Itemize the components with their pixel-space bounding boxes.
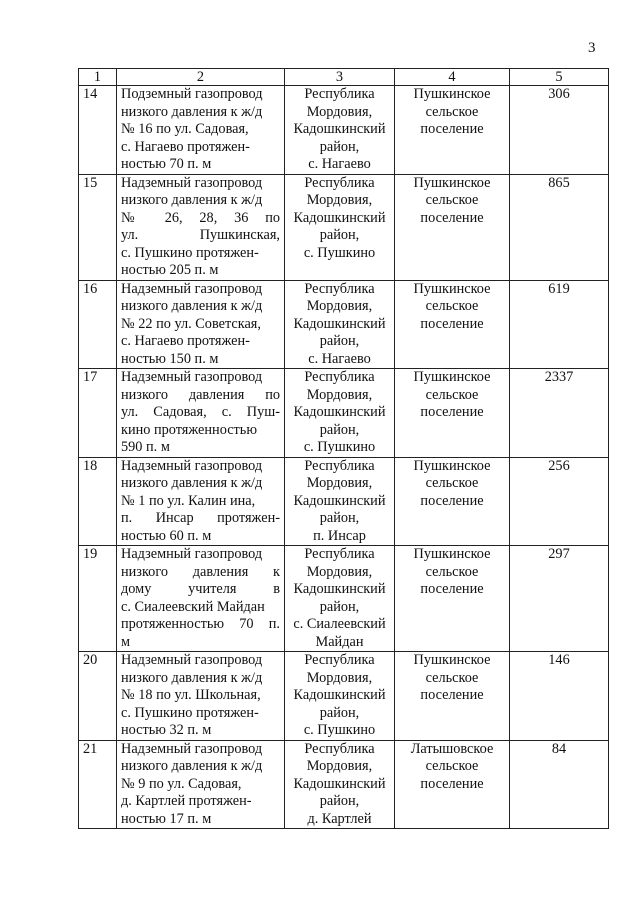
location-line: район, [319, 138, 360, 155]
settlement [395, 740, 510, 829]
description-line: № 18 по ул. Школьная, [121, 687, 261, 703]
location-line: Кадошкинский [293, 404, 386, 420]
location-line: Республика [304, 174, 375, 191]
description-line: Надземный газопровод [121, 457, 263, 474]
location-line: Кадошкинский [293, 687, 386, 703]
object-location [285, 652, 395, 741]
table-body [79, 86, 609, 829]
settlement-line: поселение [420, 687, 484, 703]
settlement-line: Латышовское [410, 740, 494, 757]
object-value: 2337 [510, 369, 609, 458]
location-line: район, [319, 510, 360, 526]
description-line: ностью 70 п. м [121, 156, 212, 172]
settlement-line: сельское [425, 386, 479, 403]
settlement-line: поселение [420, 315, 484, 332]
object-description [117, 86, 285, 175]
settlement [395, 457, 510, 546]
location-line: Мордовия, [306, 669, 373, 686]
location-line: Республика [304, 280, 375, 297]
row-number: 20 [79, 652, 117, 741]
table-row [79, 369, 609, 458]
description-line: ностью 150 п. м [121, 350, 219, 367]
row-number: 16 [79, 280, 117, 369]
object-location [285, 546, 395, 652]
settlement [395, 546, 510, 652]
description-line: Надземный газопровод [121, 369, 263, 385]
location-line: Майдан [315, 633, 364, 650]
location-line: район, [319, 598, 360, 615]
settlement-line: сельское [425, 669, 479, 686]
description-line: Надземный газопровод [121, 280, 263, 297]
settlement-line: поселение [420, 581, 484, 597]
location-line: Мордовия, [306, 103, 373, 120]
description-line: ностью 205 п. м [121, 262, 219, 278]
object-description [117, 546, 285, 652]
location-line: Кадошкинский [293, 121, 386, 137]
description-line: № 9 по ул. Садовая, [121, 775, 242, 792]
header-col-3: 3 [285, 69, 395, 86]
table-row [79, 280, 609, 369]
location-line: Республика [304, 740, 375, 757]
location-line: Кадошкинский [293, 209, 386, 226]
location-line: Мордовия, [306, 192, 373, 208]
settlement-line: Пушкинское [413, 174, 491, 191]
header-col-1: 1 [79, 69, 117, 86]
description-line: д. Картлей протяжен- [121, 793, 252, 809]
description-line: с. Сиалеевский Майдан [121, 598, 265, 615]
location-line: Кадошкинский [293, 581, 386, 597]
description-line: низкого давления к ж/д [121, 103, 263, 120]
location-line: Республика [304, 546, 375, 562]
location-line: д. Картлей [307, 810, 372, 827]
description-line: м [121, 633, 131, 650]
object-description [117, 740, 285, 829]
description-line: ностью 60 п. м [121, 527, 212, 544]
description-line: № 26, 28, 36 по [121, 209, 280, 226]
settlement-line: сельское [425, 103, 479, 120]
description-line: с. Пушкино протяжен- [121, 244, 259, 261]
description-line: низкого давления к ж/д [121, 192, 263, 208]
table-row [79, 546, 609, 652]
table-row [79, 457, 609, 546]
location-line: Республика [304, 369, 375, 385]
header-col-2: 2 [117, 69, 285, 86]
description-line: ул. Садовая, с. Пуш- [121, 404, 280, 420]
table-row [79, 652, 609, 741]
settlement [395, 280, 510, 369]
header-row [79, 69, 609, 86]
row-number: 17 [79, 369, 117, 458]
settlement [395, 652, 510, 741]
settlement [395, 174, 510, 280]
description-line: 590 п. м [121, 439, 170, 455]
header-col-4: 4 [395, 69, 510, 86]
row-number: 18 [79, 457, 117, 546]
row-number: 21 [79, 740, 117, 829]
description-line: ул. Пушкинская, [121, 227, 280, 243]
settlement-line: сельское [425, 563, 479, 580]
description-line: кино протяженностью [121, 421, 258, 438]
settlement-line: сельское [425, 758, 479, 774]
description-line: низкого давления к [121, 563, 280, 580]
description-line: Надземный газопровод [121, 652, 263, 668]
object-location [285, 457, 395, 546]
object-description [117, 457, 285, 546]
location-line: Республика [304, 652, 375, 668]
table-row [79, 174, 609, 280]
location-line: с. Сиалеевский [293, 616, 386, 632]
settlement-line: Пушкинское [413, 652, 491, 668]
row-number: 14 [79, 86, 117, 175]
description-line: ностью 17 п. м [121, 810, 212, 827]
description-line: низкого давления к ж/д [121, 475, 263, 491]
object-value: 84 [510, 740, 609, 829]
object-description [117, 174, 285, 280]
settlement-line: Пушкинское [413, 369, 491, 385]
page-number: 3 [588, 40, 596, 56]
description-line: с. Пушкино протяжен- [121, 704, 259, 721]
settlement-line: Пушкинское [413, 546, 491, 562]
description-line: дому учителя в [121, 581, 280, 597]
description-line: низкого давления к ж/д [121, 758, 263, 774]
description-line: № 16 по ул. Садовая, [121, 121, 249, 137]
gas-pipeline-table [78, 68, 609, 829]
settlement-line: Пушкинское [413, 457, 491, 474]
location-line: Кадошкинский [293, 775, 386, 792]
object-value: 146 [510, 652, 609, 741]
table-header [79, 69, 609, 86]
location-line: Мордовия, [306, 386, 373, 403]
description-line: Подземный газопровод [121, 86, 263, 102]
description-line: низкого давления по [121, 386, 280, 403]
location-line: район, [319, 704, 360, 721]
location-line: Кадошкинский [293, 315, 386, 332]
object-location [285, 174, 395, 280]
description-line: № 1 по ул. Калин ина, [121, 492, 256, 509]
object-value: 619 [510, 280, 609, 369]
settlement-line: поселение [420, 404, 484, 420]
settlement-line: Пушкинское [413, 280, 491, 297]
location-line: с. Пушкино [303, 244, 376, 261]
location-line: район, [319, 421, 360, 438]
location-line: район, [319, 793, 360, 809]
settlement [395, 369, 510, 458]
location-line: с. Пушкино [303, 722, 376, 738]
header-col-5: 5 [510, 69, 609, 86]
location-line: с. Нагаево [308, 350, 371, 367]
settlement-line: поселение [420, 492, 484, 509]
settlement-line: сельское [425, 475, 479, 491]
object-value: 297 [510, 546, 609, 652]
object-value: 256 [510, 457, 609, 546]
object-value: 865 [510, 174, 609, 280]
row-number: 19 [79, 546, 117, 652]
table-row [79, 86, 609, 175]
object-description [117, 280, 285, 369]
description-line: Надземный газопровод [121, 546, 263, 562]
location-line: район, [319, 333, 360, 349]
row-number: 15 [79, 174, 117, 280]
object-description [117, 652, 285, 741]
settlement-line: Пушкинское [413, 86, 491, 102]
location-line: Кадошкинский [293, 492, 386, 509]
table-row [79, 740, 609, 829]
location-line: район, [319, 227, 360, 243]
location-line: п. Инсар [313, 527, 366, 544]
description-line: с. Нагаево протяжен- [121, 138, 250, 155]
description-line: низкого давления к ж/д [121, 669, 263, 686]
location-line: Мордовия, [306, 758, 373, 774]
settlement-line: сельское [425, 298, 479, 314]
settlement-line: поселение [420, 209, 484, 226]
settlement-line: сельское [425, 192, 479, 208]
location-line: Республика [304, 86, 375, 102]
location-line: с. Нагаево [308, 156, 371, 172]
description-line: Надземный газопровод [121, 740, 263, 757]
description-line: ностью 32 п. м [121, 722, 212, 738]
description-line: низкого давления к ж/д [121, 298, 263, 314]
location-line: Мордовия, [306, 563, 373, 580]
description-line: с. Нагаево протяжен- [121, 333, 250, 349]
object-value: 306 [510, 86, 609, 175]
settlement-line: поселение [420, 775, 484, 792]
settlement-line: поселение [420, 121, 484, 137]
location-line: Мордовия, [306, 475, 373, 491]
description-line: Надземный газопровод [121, 174, 263, 191]
object-location [285, 86, 395, 175]
object-description [117, 369, 285, 458]
object-location [285, 740, 395, 829]
settlement [395, 86, 510, 175]
description-line: протяженностью 70 п. [121, 616, 280, 632]
object-location [285, 280, 395, 369]
description-line: п. Инсар протяжен- [121, 510, 280, 526]
description-line: № 22 по ул. Советская, [121, 315, 261, 332]
location-line: Республика [304, 457, 375, 474]
location-line: Мордовия, [306, 298, 373, 314]
location-line: с. Пушкино [303, 439, 376, 455]
object-location [285, 369, 395, 458]
